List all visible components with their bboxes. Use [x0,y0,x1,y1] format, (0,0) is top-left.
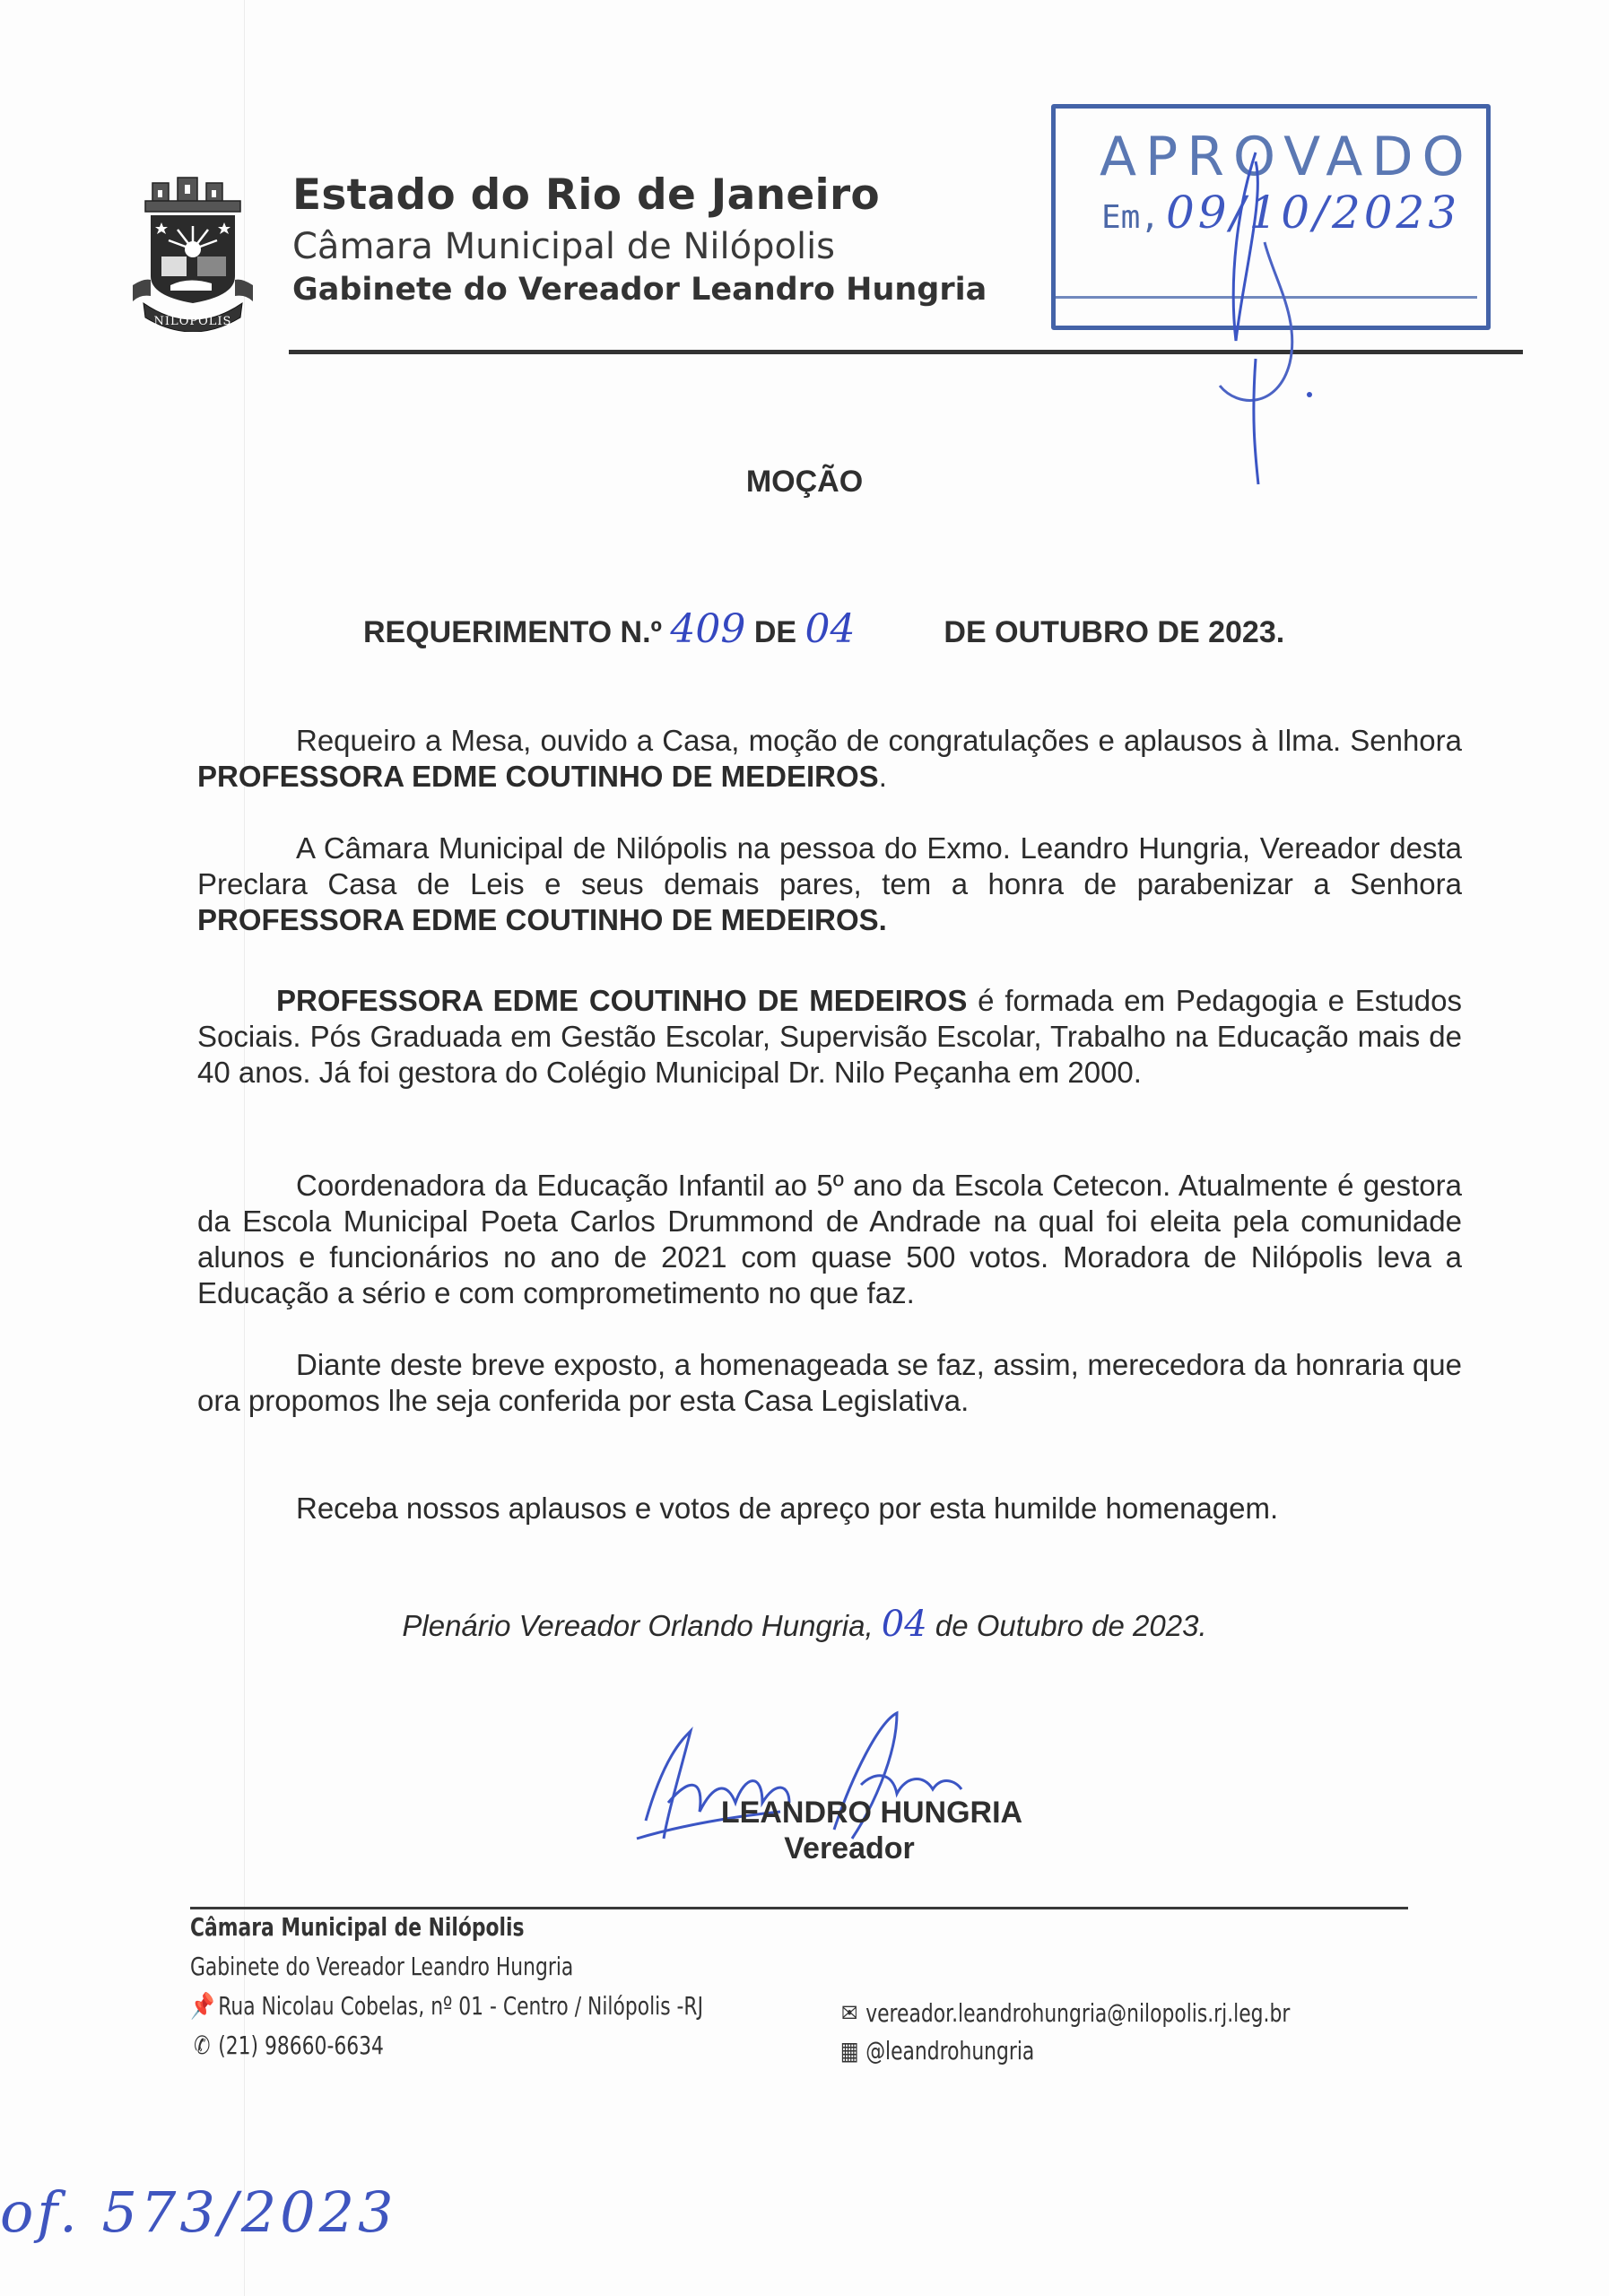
signatory-role: Vereador [784,1831,915,1866]
handwritten-office-number: of. 573/2023 [0,2179,397,2245]
footer-phone-text: (21) 98660-6634 [218,2031,384,2060]
place-date-day: 04 [881,1604,927,1645]
footer-address-text: Rua Nicolau Cobelas, nº 01 - Centro / Nilópolis -RJ [218,1991,704,2021]
instagram-icon: ▦ [839,2036,859,2066]
requerimento-line [363,606,1284,652]
paragraph-text: A Câmara Municipal de Nilópolis na pessoa do Exmo. Leandro Hungria, Vereador desta Preclara Casa de Leis e seus demais pares, tem a honra de parabenizar a Senhora [197,831,1462,900]
paragraph-merit [197,1347,1462,1419]
paragraph-career [197,1168,1462,1311]
paragraph-request [197,723,1462,795]
footer-office: Gabinete do Vereador Leandro Hungria [190,1952,574,1981]
paragraph-text: Receba nossos aplausos e votos de apreço por esta humilde homenagem. [296,1492,1279,1525]
stamp-date: 09/10/2023 [1166,187,1461,239]
honoree-name: PROFESSORA EDME COUTINHO DE MEDEIROS. [197,903,887,936]
paragraph-text: é formada em Pedagogia e Estudos Sociais. Pós Graduada em Gestão Escolar, Supervisão Escolar, Trabalho na Educação mais de 40 anos. Já foi gestora do Colégio Municipal Dr. Nilo Peçanha em 2000. [197,984,1462,1089]
document-title: MOÇÃO [745,465,864,499]
header-office: Gabinete do Vereador Leandro Hungria [292,272,987,308]
pushpin-icon: 📌 [190,1991,215,2021]
place-date-line [0,1604,1609,1645]
footer-divider [190,1907,1408,1909]
municipal-crest-icon [126,170,260,332]
footer-social-handle[interactable]: @leandrohungria [865,2036,1035,2066]
signatory-name: LEANDRO HUNGRIA [720,1796,1023,1830]
requerimento-suffix: DE OUTUBRO DE 2023. [944,615,1285,649]
header-state: Estado do Rio de Janeiro [292,170,881,220]
paragraph-biography [197,983,1462,1091]
place-date-prefix: Plenário Vereador Orlando Hungria, [402,1609,874,1642]
honoree-name: PROFESSORA EDME COUTINHO DE MEDEIROS [197,760,879,793]
footer-email-link[interactable]: vereador.leandrohungria@nilopolis.rj.leg.br [865,1998,1291,2028]
requerimento-number: 409 [670,606,746,652]
phone-icon: ✆ [194,2031,211,2060]
envelope-icon: ✉ [841,1998,858,2028]
requerimento-de: DE [753,615,797,649]
requerimento-prefix: REQUERIMENTO N.º [363,615,662,649]
footer-social [838,2036,1034,2066]
paragraph-text: Coordenadora da Educação Infantil ao 5º ano da Escola Cetecon. Atualmente é gestora da Escola Municipal Poeta Carlos Drummond de Andrade na qual foi eleita pela comunidade alunos e funcionários no ano de 2021 com quase 500 votos. Moradora de Nilópolis leva a Educação a sério e com comprometimento no que faz. [197,1169,1462,1309]
place-date-suffix: de Outubro de 2023. [935,1609,1207,1642]
paragraph-end: . [878,760,887,793]
stamp-date-prefix: Em, [1101,199,1161,236]
paragraph-closing [197,1491,1462,1526]
header-chamber: Câmara Municipal de Nilópolis [292,226,836,267]
footer-email [838,1998,1290,2028]
paragraph-text: Requeiro a Mesa, ouvido a Casa, moção de congratulações e aplausos à Ilma. Senhora [296,724,1462,757]
footer-phone [190,2031,384,2060]
honoree-name: PROFESSORA EDME COUTINHO DE MEDEIROS [276,984,968,1017]
paragraph-text: Diante deste breve exposto, a homenageada se faz, assim, merecedora da honraria que ora propomos lhe seja conferida por esta Casa Legislativa. [197,1348,1462,1417]
footer-chamber: Câmara Municipal de Nilópolis [190,1912,525,1942]
requerimento-day: 04 [804,606,856,652]
paragraph-congratulation [197,831,1462,938]
crest-label: NILÓPOLIS [153,315,232,328]
stamp-initials-signature [1130,135,1363,493]
stamp-title: APROVADO [1100,126,1474,188]
footer-address [190,1991,703,2021]
